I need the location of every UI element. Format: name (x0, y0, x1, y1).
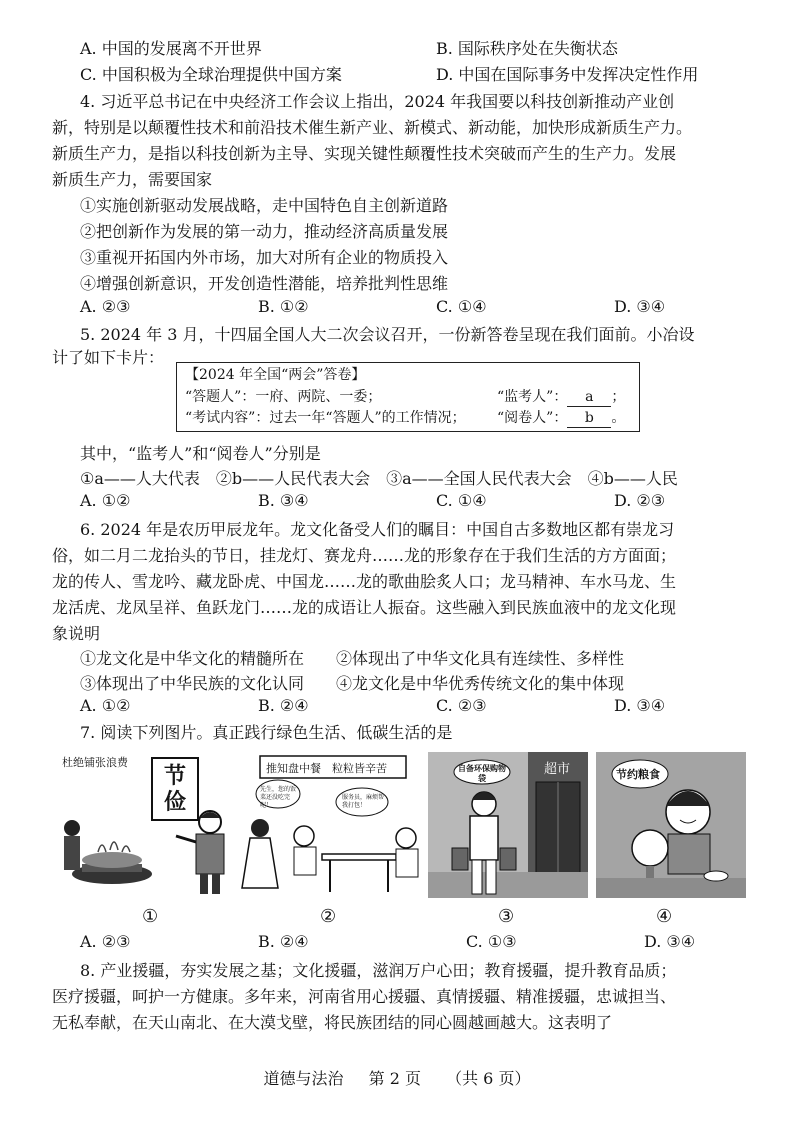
q7-option-a: A. ②③ (80, 932, 131, 951)
picture-label-1: ① (142, 906, 159, 927)
q4-stem-line: 4. 习近平总书记在中央经济工作会议上指出，2024 年我国要以科技创新推动产业创 (80, 92, 675, 111)
q3-option-d: D. 中国在国际事务中发挥决定性作用 (436, 65, 699, 84)
picture-2-bubble-waitress: 先生，您的饭菜还没吃完呢！ (260, 786, 297, 809)
q4-stem-line: 新，特别是以颠覆性技术和前沿技术催生新产业、新模式、新动能，加快形成新质生产力。 (52, 118, 693, 137)
q6-items-row: ③体现出了中华民族的文化认同 ④龙文化是中华优秀传统文化的集中体现 (80, 674, 625, 693)
q7-option-c: C. ①③ (466, 932, 517, 951)
page-footer (0, 1066, 794, 1089)
picture-1-caption: 杜绝铺张浪费 (62, 756, 128, 769)
q5-question: 其中，“监考人”和“阅卷人”分别是 (80, 444, 321, 463)
blank-a: a (567, 388, 611, 407)
q6-option-d: D. ③④ (614, 696, 666, 715)
q3-option-c: C. 中国积极为全球治理提供中国方案 (80, 65, 342, 84)
picture-label-4: ④ (656, 906, 673, 927)
picture-1-sign: 节俭 (163, 764, 186, 815)
q6-option-a: A. ①② (80, 696, 131, 715)
q6-items-row: ①龙文化是中华文化的精髓所在 ②体现出了中华文化具有连续性、多样性 (80, 649, 625, 668)
q6-stem-line: 俗，如二月二龙抬头的节日，挂龙灯、赛龙舟……龙的形象存在于我们生活的方方面面； (52, 546, 677, 565)
q7-stem: 7. 阅读下列图片。真正践行绿色生活、低碳生活的是 (80, 723, 453, 742)
q4-stem-line: 新质生产力，是指以科技创新为主导、实现关键性颠覆性技术突破而产生的生产力。发展 (52, 144, 677, 163)
card-answerer: “答题人”：一府、两院、一委； (185, 389, 382, 405)
picture-4-bubble: 节约粮食 (616, 768, 660, 781)
q6-stem-line: 象说明 (52, 624, 101, 643)
q5-items: ①a——人大代表 ②b——人民代表大会 ③a——全国人民代表大会 ④b——人民 (80, 469, 678, 488)
footer-subject: 道德与法治 (263, 1069, 344, 1088)
card-title: 【2024 年全国“两会”答卷】 (185, 367, 366, 383)
q5-option-a: A. ①② (80, 491, 131, 510)
q5-stem-line: 5. 2024 年 3 月，十四届全国人大二次会议召开，一份新答卷呈现在我们面前。小冶设 (80, 325, 695, 344)
picture-1-waste (60, 752, 236, 898)
q5-answer-card (176, 362, 640, 432)
picture-4-save-food (596, 752, 746, 898)
q4-stem-line: 新质生产力，需要国家 (52, 170, 213, 189)
blank-b: b (567, 409, 611, 428)
q3-option-a: A. 中国的发展离不开世界 (80, 39, 262, 58)
q8-stem-line: 医疗援疆，呵护一方健康。多年来，河南省用心援疆、真情援疆、精准援疆，忠诚担当、 (52, 987, 677, 1006)
picture-label-3: ③ (498, 906, 515, 927)
q5-stem-line: 计了如下卡片： (52, 348, 165, 367)
card-grader: “阅卷人”： b 。 (497, 410, 626, 426)
q7-option-b: B. ②④ (258, 932, 309, 951)
picture-3-shopping (428, 752, 588, 898)
q5-option-b: B. ③④ (258, 491, 309, 510)
q7-option-d: D. ③④ (644, 932, 696, 951)
picture-2-restaurant (238, 752, 422, 898)
picture-label-2: ② (320, 906, 337, 927)
q4-option-a: A. ②③ (80, 297, 131, 316)
card-invigilator: “监考人”： a ； (497, 389, 626, 405)
q6-stem-line: 6. 2024 年是农历甲辰龙年。龙文化备受人们的瞩目：中国自古多数地区都有崇龙习 (80, 520, 675, 539)
footer-total-pages: （共 6 页） (446, 1069, 531, 1088)
picture-2-banner: 推知盘中餐 粒粒皆辛苦 (266, 762, 387, 775)
q4-item: ③重视开拓国内外市场，加大对所有企业的物质投入 (80, 248, 449, 267)
card-content: “考试内容”：过去一年“答题人”的工作情况； (185, 410, 466, 426)
q8-stem-line: 8. 产业援疆，夯实发展之基；文化援疆，滋润万户心田；教育援疆，提升教育品质； (80, 961, 677, 980)
q4-option-b: B. ①② (258, 297, 309, 316)
q6-option-c: C. ②③ (436, 696, 487, 715)
q4-option-c: C. ①④ (436, 297, 487, 316)
q4-option-d: D. ③④ (614, 297, 666, 316)
footer-page-number: 第 2 页 (368, 1069, 421, 1088)
q6-option-b: B. ②④ (258, 696, 309, 715)
q4-item: ④增强创新意识，开发创造性潜能，培养批判性思维 (80, 274, 449, 293)
q5-option-d: D. ②③ (614, 491, 666, 510)
q4-item: ①实施创新驱动发展战略，走中国特色自主创新道路 (80, 196, 449, 215)
picture-3-bag-slogan: 自备环保购物袋 (458, 764, 506, 783)
q6-stem-line: 龙活虎、龙凤呈祥、鱼跃龙门……龙的成语让人振奋。这些融入到民族血液中的龙文化现 (52, 598, 677, 617)
q3-option-b: B. 国际秩序处在失衡状态 (436, 39, 618, 58)
q6-stem-line: 龙的传人、雪龙吟、藏龙卧虎、中国龙……龙的歌曲脍炙人口；龙马精神、车水马龙、生 (52, 572, 677, 591)
picture-2-bubble-diner: 服务员，麻烦帮我打包！ (342, 794, 385, 809)
picture-3-store-sign: 超市 (544, 762, 571, 777)
q4-item: ②把创新作为发展的第一动力，推动经济高质量发展 (80, 222, 449, 241)
q8-stem-line: 无私奉献，在天山南北、在大漠戈壁，将民族团结的同心圆越画越大。这表明了 (52, 1013, 613, 1032)
q5-option-c: C. ①④ (436, 491, 487, 510)
